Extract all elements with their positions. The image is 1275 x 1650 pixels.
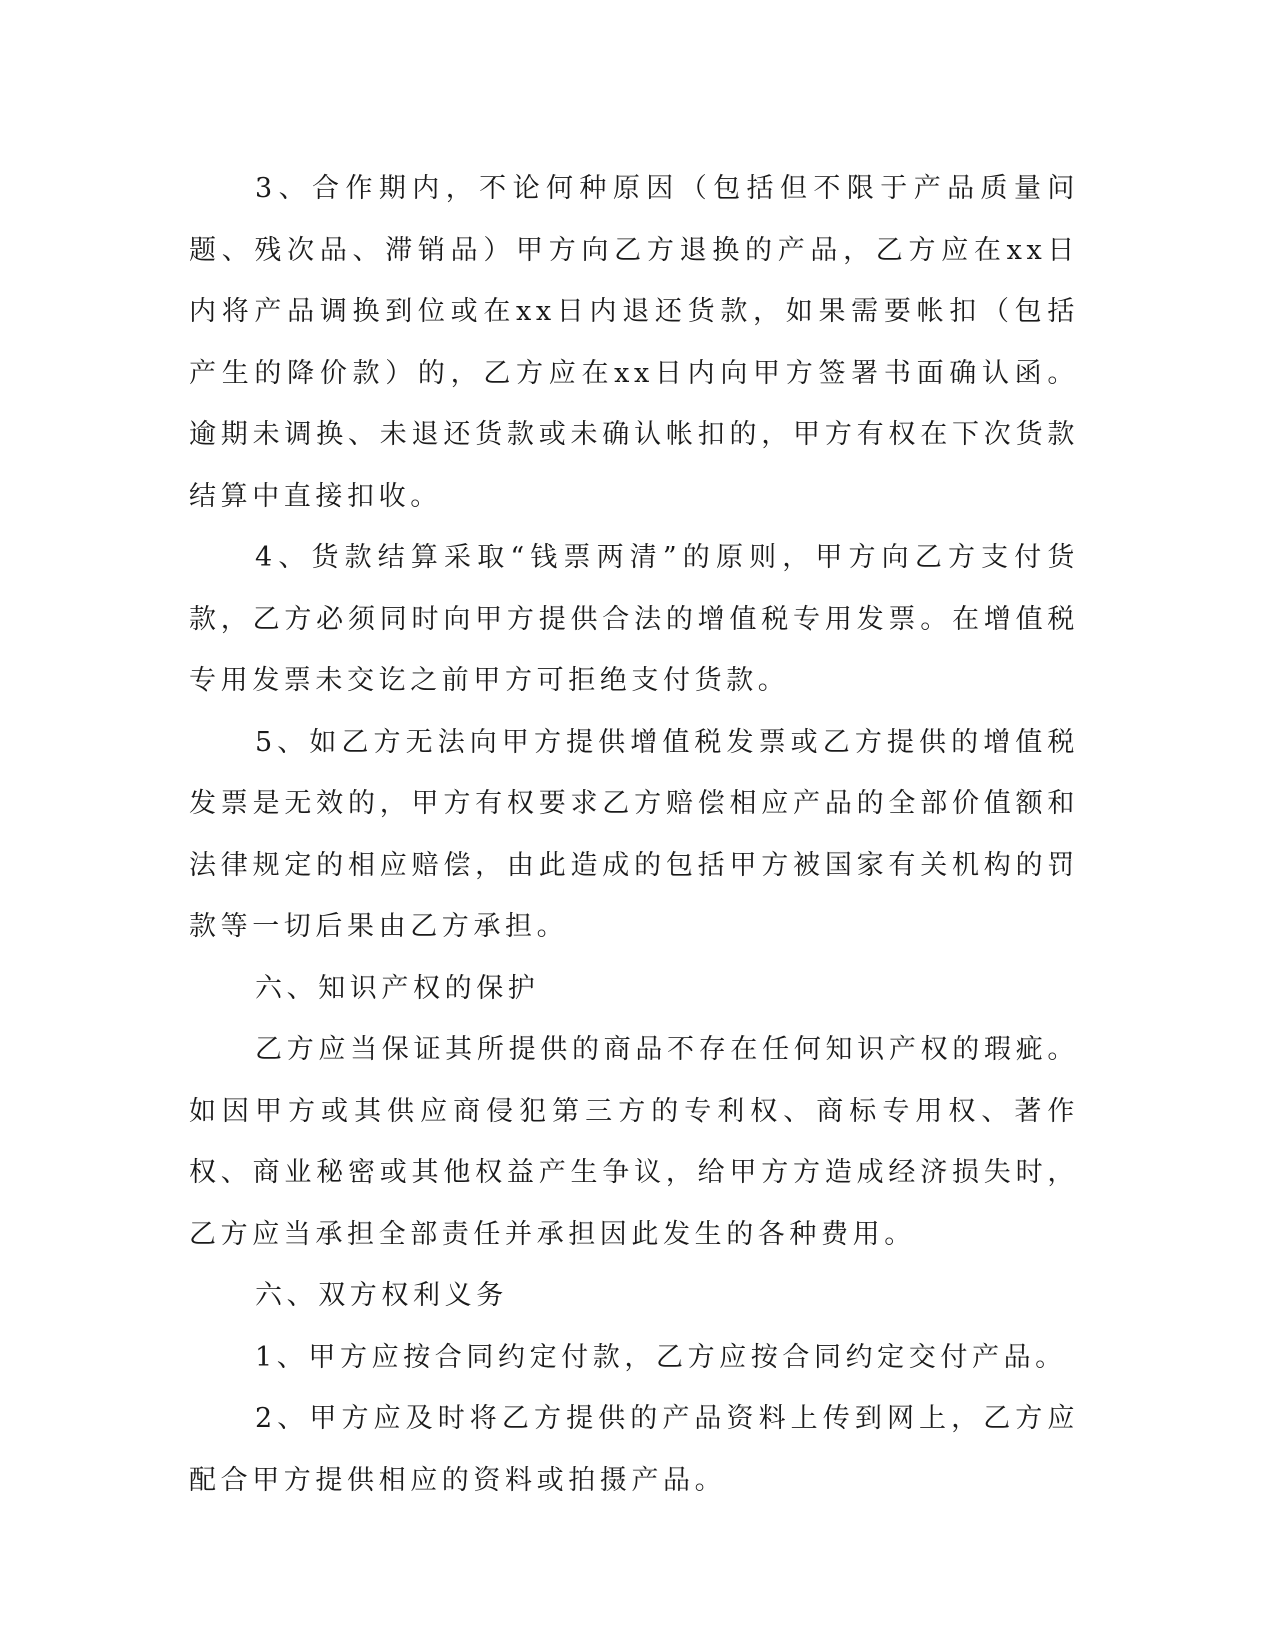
paragraph-clause-3: 3、合作期内，不论何种原因（包括但不限于产品质量问题、残次品、滞销品）甲方向乙方退换的产品，乙方应在xx日内将产品调换到位或在xx日内退还货款，如果需要帐扣（包括产生的降价款）的，乙方应在xx日内向甲方签署书面确认函。逾期未调换、未退还货款或未确认帐扣的，甲方有权在下次货款结算中直接扣收。 <box>189 173 1079 512</box>
paragraph-clause-5: 5、如乙方无法向甲方提供增值税发票或乙方提供的增值税发票是无效的，甲方有权要求乙方赔偿相应产品的全部价值额和法律规定的相应赔偿，由此造成的包括甲方被国家有关机构的罚款等一切后果由乙方承担。 <box>189 726 1079 942</box>
paragraph-obligation-1: 1、甲方应按合同约定付款，乙方应按合同约定交付产品。 <box>255 1341 1067 1373</box>
section-heading-rights-obligations: 六、双方权利义务 <box>255 1280 508 1311</box>
document-body <box>189 158 1079 1511</box>
section-heading-ip-protection: 六、知识产权的保护 <box>255 972 540 1004</box>
paragraph-obligation-2: 2、甲方应及时将乙方提供的产品资料上传到网上，乙方应配合甲方提供相应的资料或拍摄产品。 <box>189 1403 1079 1496</box>
paragraph-ip-protection: 乙方应当保证其所提供的商品不存在任何知识产权的瑕疵。如因甲方或其供应商侵犯第三方的专利权、商标专用权、著作权、商业秘密或其他权益产生争议，给甲方方造成经济损失时，乙方应当承担全部责任并承担因此发生的各种费用。 <box>189 1034 1079 1250</box>
paragraph-clause-4: 4、货款结算采取“钱票两清”的原则，甲方向乙方支付货款，乙方必须同时向甲方提供合法的增值税专用发票。在增值税专用发票未交讫之前甲方可拒绝支付货款。 <box>189 542 1079 696</box>
